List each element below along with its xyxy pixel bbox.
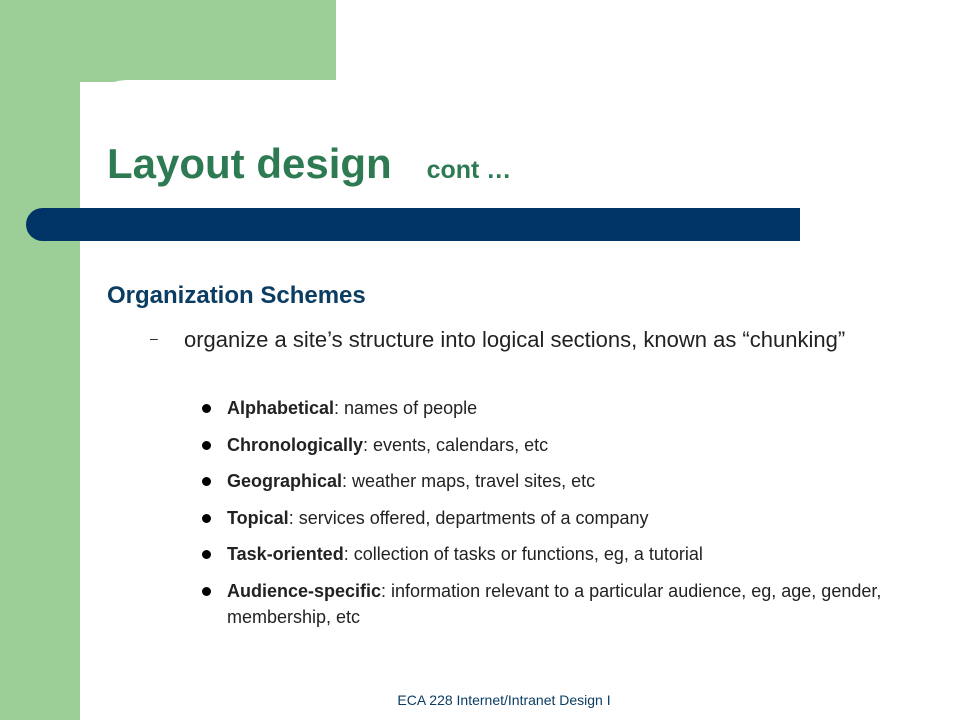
bullet-description: : weather maps, travel sites, etc: [342, 471, 596, 492]
bullet-description: : services offered, departments of a company: [288, 507, 649, 528]
decorative-green-band-left: [0, 0, 80, 720]
bullet-dot-icon: [202, 587, 211, 596]
bullet-term: Alphabetical: [227, 398, 335, 418]
bullet-item-audience-specific: [202, 578, 902, 630]
bullet-dot-icon: [202, 441, 211, 450]
footer-text: ECA 228 Internet/Intranet Design I: [397, 692, 611, 708]
bullet-item-alphabetical: [202, 395, 902, 421]
bullet-term: Geographical: [227, 471, 343, 492]
bullet-text: [227, 395, 887, 421]
dash-marker: –: [150, 330, 158, 346]
bullet-term: Audience-specific: [227, 580, 382, 601]
bullet-dot-icon: [202, 550, 211, 559]
bullet-text: [227, 432, 887, 458]
slide-title-suffix: cont …: [426, 156, 512, 184]
title-bar-notch: [64, 241, 80, 242]
bullet-item-task-oriented: [202, 541, 902, 567]
dash-list-item: [150, 326, 870, 354]
bullet-description: : names of people: [334, 398, 478, 418]
title-underline-bar: [26, 208, 800, 241]
bullet-text: [227, 541, 887, 567]
bullet-description: : events, calendars, etc: [363, 434, 549, 455]
bullet-item-topical: [202, 505, 902, 531]
bullet-text: [227, 578, 887, 630]
section-heading: Organization Schemes: [107, 282, 366, 309]
bullet-term: Chronologically: [227, 434, 364, 455]
slide-title: [107, 140, 511, 188]
bullet-item-chronologically: [202, 432, 902, 458]
dash-item-text: organize a site’s structure into logical sections, known as “chunking”: [184, 327, 846, 352]
bullet-item-geographical: [202, 468, 902, 494]
bullet-dot-icon: [202, 477, 211, 486]
bullet-text: [227, 468, 887, 494]
bullet-dot-icon: [202, 514, 211, 523]
slide-footer: [0, 692, 960, 708]
bullet-list: [202, 395, 902, 641]
bullet-text: [227, 505, 887, 531]
bullet-term: Topical: [227, 507, 289, 528]
bullet-description: : information relevant to a particular audience, eg, age, gender, membership, etc: [227, 580, 882, 627]
bullet-dot-icon: [202, 404, 211, 413]
bullet-term: Task-oriented: [227, 544, 344, 565]
bullet-description: : collection of tasks or functions, eg, a tutorial: [343, 544, 703, 565]
slide-title-main: Layout design: [107, 140, 392, 187]
